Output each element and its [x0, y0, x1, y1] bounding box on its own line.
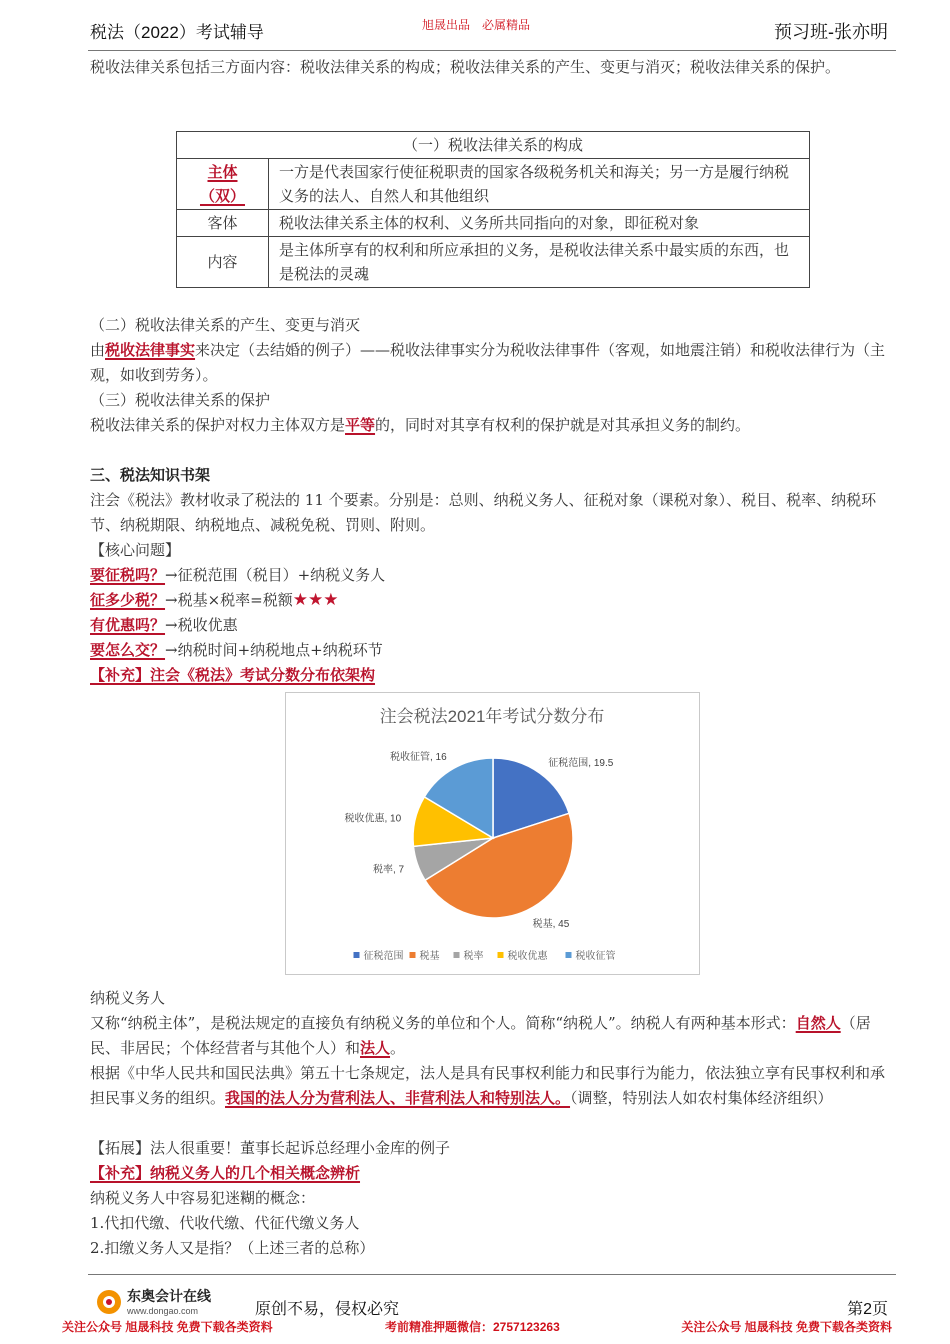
answer-text: →税收优惠	[165, 616, 238, 634]
text-span: 根据《中华人民共和国民法典》第五十七条规定，法人是具有民事权利能力和民事行为能力，依法独立享有民事权利和承担民事义务的组织。	[90, 1064, 886, 1107]
taxpayer-title: 纳税义务人	[90, 989, 166, 1007]
question-text: 要征税吗？	[90, 566, 166, 584]
legend-label: 税率	[463, 951, 484, 962]
table-value-cell: 税收法律关系主体的权利、义务所共同指向的对象，即征税对象	[269, 210, 810, 237]
core-question-4	[90, 638, 896, 663]
footer-promo-right: 关注公众号 旭晟科技 免费下载各类资料	[681, 1320, 892, 1334]
section2-paragraph	[90, 338, 896, 388]
taxpayer-paragraph-1	[90, 1011, 896, 1061]
pie-data-label: 税收征管, 16	[390, 752, 447, 764]
text-span: 的，同时对其享有权利的保护就是对其承担义务的制约。	[375, 416, 751, 434]
dongao-logo	[95, 1286, 243, 1318]
section2-title: （二）税收法律关系的产生、变更与消灭	[90, 316, 361, 334]
question-text: 要怎么交？	[90, 641, 166, 659]
logo-text: 东奥会计在线	[127, 1288, 211, 1304]
text-span: 。	[390, 1039, 406, 1057]
footer-copyright: 原创不易，侵权必究	[255, 1301, 400, 1318]
concept-line-1: 纳税义务人中容易犯迷糊的概念：	[90, 1189, 316, 1207]
text-span: 又称“纳税主体”，是税法规定的直接负有纳税义务的单位和个人。简称“纳税人”。纳税人有两种基本形式：	[90, 1014, 796, 1032]
legend-label: 税收优惠	[507, 951, 548, 962]
chart-legend	[354, 949, 616, 962]
concept-line-3: 2.扣缴义务人又是指？（上述三者的总称）	[90, 1239, 375, 1257]
tax-relation-table	[176, 131, 810, 288]
legend-swatch	[566, 952, 572, 958]
supplement-text: 【补充】注会《税法》考试分数分布依架构	[90, 666, 376, 684]
pie-chart-svg	[286, 693, 699, 974]
logo-url: www.dongao.com	[127, 1306, 199, 1316]
text-span: 由	[90, 341, 106, 359]
footer-promo-middle: 考前精准押题微信：2757123263	[385, 1320, 560, 1334]
answer-text: →征税范围（税目）+纳税义务人	[165, 566, 386, 584]
core-question-2	[90, 588, 896, 613]
legend-label: 税基	[419, 951, 440, 962]
text-span: （居民、非居民；个体经营者与其他个人）和	[90, 1014, 871, 1057]
legend-swatch	[354, 952, 360, 958]
concept-line-2: 1.代扣代缴、代收代缴、代征代缴义务人	[90, 1214, 360, 1232]
pie-slices	[413, 758, 573, 918]
legend-label: 征税范围	[363, 951, 404, 962]
highlight-term: 自然人	[795, 1014, 841, 1032]
table-key-cell: 内容	[177, 237, 269, 288]
supplement-heading-2	[90, 1161, 896, 1186]
part3-paragraph: 注会《税法》教材收录了税法的 11 个要素。分别是：总则、纳税义务人、征税对象（课税对象）、税目、税率、纳税环节、纳税期限、纳税地点、减税免税、罚则、附则。	[90, 491, 877, 534]
header-title: 税法（2022）考试辅导	[90, 23, 264, 42]
intro-paragraph: 税收法律关系包括三方面内容：税收法律关系的构成；税收法律关系的产生、变更与消灭；税收法律关系的保护。	[90, 58, 841, 76]
question-text: 有优惠吗？	[90, 616, 166, 634]
legend-label: 税收征管	[575, 951, 616, 962]
legend-swatch	[454, 952, 460, 958]
highlight-term: 法人	[360, 1039, 391, 1057]
question-text: 征多少税？	[90, 591, 166, 609]
table-row	[177, 237, 810, 288]
highlight-term: 税收法律事实	[105, 341, 196, 359]
highlight-term: 我国的法人分为营利法人、非营利法人和特别法人。	[225, 1089, 571, 1107]
footer-promo-left: 关注公众号 旭晟科技 免费下载各类资料	[62, 1320, 273, 1334]
legend-swatch	[498, 952, 504, 958]
core-question-3	[90, 613, 896, 638]
table-key-cell: 客体	[177, 210, 269, 237]
supplement-text: 【补充】纳税义务人的几个相关概念辨析	[90, 1164, 361, 1182]
core-question-label: 【核心问题】	[90, 541, 181, 559]
table-key-cell	[177, 159, 269, 210]
pie-data-label: 税收优惠, 10	[344, 813, 402, 825]
legend-swatch	[410, 952, 416, 958]
highlight-term: 平等	[345, 416, 376, 434]
table-key-subject-note: （双）	[199, 187, 245, 205]
supplement-heading	[90, 663, 896, 688]
section3-paragraph	[90, 413, 896, 438]
table-value-cell: 一方是代表国家行使征税职责的国家各级税务机关和海关；另一方是履行纳税义务的法人、自然人和其他组织	[269, 159, 810, 210]
text-span: 税收法律关系的保护对权力主体双方是	[90, 416, 346, 434]
part3-heading: 三、税法知识书架	[90, 466, 211, 484]
chart-title: 注会税法2021年考试分数分布	[379, 707, 605, 726]
pie-data-label: 税基, 45	[532, 919, 570, 931]
pie-chart	[285, 692, 700, 975]
pie-data-label: 税率, 7	[372, 864, 405, 876]
pie-data-label: 征税范围, 19.5	[548, 758, 614, 769]
text-span: （调整，特别法人如农村集体经济组织）	[570, 1089, 833, 1107]
table-value-cell: 是主体所享有的权利和所应承担的义务，是税收法律关系中最实质的东西，也是税法的灵魂	[269, 237, 810, 288]
footer-divider	[88, 1274, 896, 1275]
header-slogan: 旭晟出品 必属精品	[422, 18, 531, 32]
text-span: 来决定（去结婚的例子）——税收法律事实分为税收法律事件（客观，如地震注销）和税收法律行为（主观，如收到劳务）。	[90, 341, 886, 384]
table-row	[177, 210, 810, 237]
extension-note: 【拓展】法人很重要！董事长起诉总经理小金库的例子	[90, 1139, 451, 1157]
star-rating-icon: ★★★	[292, 590, 339, 610]
answer-text: →纳税时间+纳税地点+纳税环节	[165, 641, 383, 659]
table-row	[177, 159, 810, 210]
answer-text: →税基×税率=税额	[165, 591, 293, 609]
page-number: 第2页	[847, 1301, 888, 1318]
core-question-1	[90, 563, 896, 588]
section3-title: （三）税收法律关系的保护	[90, 391, 271, 409]
header-course: 预习班-张亦明	[774, 22, 888, 42]
table-row	[177, 132, 810, 159]
taxpayer-paragraph-2	[90, 1061, 896, 1111]
table-key-subject: 主体	[207, 163, 238, 181]
header-divider	[88, 50, 896, 51]
table-title: （一）税收法律关系的构成	[177, 132, 810, 159]
